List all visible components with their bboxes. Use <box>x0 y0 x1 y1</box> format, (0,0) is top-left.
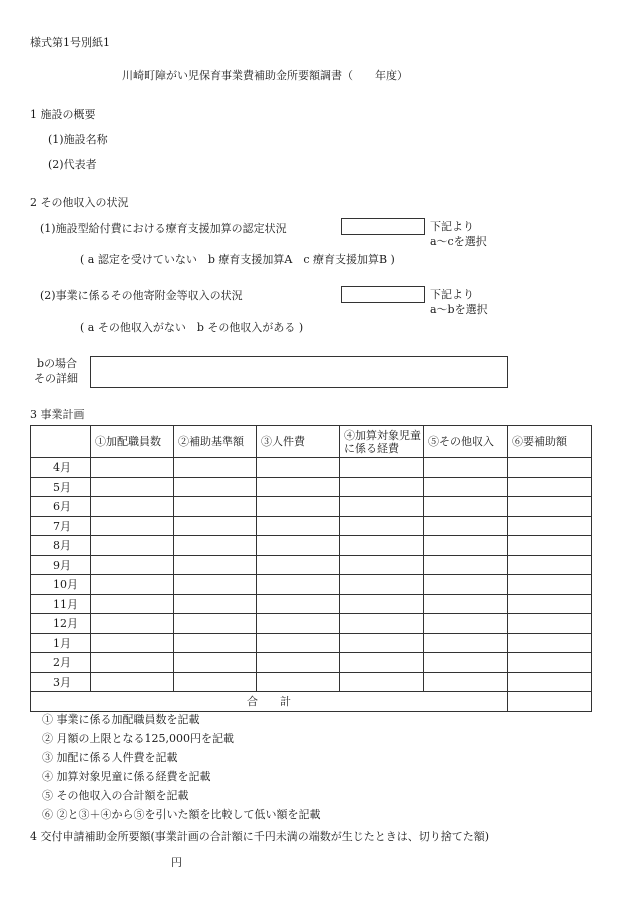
form-number: 様式第1号別紙1 <box>30 36 110 49</box>
other-income-cell[interactable] <box>424 575 508 595</box>
note-3: ③ 加配に係る人件費を記載 <box>42 751 178 764</box>
child-expense-cell[interactable] <box>340 594 424 614</box>
other-income-cell[interactable] <box>424 594 508 614</box>
note-1: ① 事業に係る加配職員数を記載 <box>42 713 200 726</box>
item1-selection-field[interactable] <box>341 218 425 235</box>
table-row <box>31 575 592 595</box>
child-expense-cell[interactable] <box>340 536 424 556</box>
required-subsidy-cell[interactable] <box>508 614 592 634</box>
header-other-income: ⑤その他収入 <box>424 426 508 458</box>
month-label: 10月 <box>31 575 91 595</box>
child-expense-cell[interactable] <box>340 633 424 653</box>
staff-count-cell[interactable] <box>91 477 174 497</box>
staff-count-cell[interactable] <box>91 672 174 692</box>
section3-heading: 3 事業計画 <box>30 408 85 421</box>
required-subsidy-cell[interactable] <box>508 653 592 673</box>
personnel-cost-cell[interactable] <box>257 536 340 556</box>
required-subsidy-cell[interactable] <box>508 536 592 556</box>
month-label: 8月 <box>31 536 91 556</box>
other-income-cell[interactable] <box>424 633 508 653</box>
header-blank <box>31 426 91 458</box>
personnel-cost-cell[interactable] <box>257 672 340 692</box>
section4-heading: 4 交付申請補助金所要額(事業計画の合計額に千円未満の端数が生じたときは、切り捨てた額) <box>30 830 490 843</box>
detail-label-line2: その詳細 <box>34 372 78 385</box>
child-expense-cell[interactable] <box>340 477 424 497</box>
staff-count-cell[interactable] <box>91 653 174 673</box>
table-row <box>31 594 592 614</box>
other-income-cell[interactable] <box>424 477 508 497</box>
staff-count-cell[interactable] <box>91 575 174 595</box>
subsidy-standard-cell[interactable] <box>174 633 257 653</box>
child-expense-cell[interactable] <box>340 497 424 517</box>
month-label: 11月 <box>31 594 91 614</box>
item1-options: ( a 認定を受けていない b 療育支援加算A c 療育支援加算B ) <box>80 253 395 266</box>
subsidy-standard-cell[interactable] <box>174 497 257 517</box>
item1-note-line2: a～cを選択 <box>430 235 487 248</box>
header-personnel-cost: ③人件費 <box>257 426 340 458</box>
item2-label: (2)事業に係るその他寄附金等収入の状況 <box>40 289 243 302</box>
staff-count-cell[interactable] <box>91 536 174 556</box>
required-subsidy-cell[interactable] <box>508 458 592 478</box>
personnel-cost-cell[interactable] <box>257 653 340 673</box>
item2-options: ( a その他収入がない b その他収入がある ) <box>80 321 304 334</box>
child-expense-cell[interactable] <box>340 672 424 692</box>
note-6: ⑥ ②と③＋④から⑤を引いた額を比較して低い額を記載 <box>42 808 321 821</box>
month-label: 4月 <box>31 458 91 478</box>
table-row <box>31 633 592 653</box>
subsidy-standard-cell[interactable] <box>174 536 257 556</box>
required-subsidy-cell[interactable] <box>508 594 592 614</box>
header-staff-count: ①加配職員数 <box>91 426 174 458</box>
item2-note-line2: a～bを選択 <box>430 303 488 316</box>
required-subsidy-cell[interactable] <box>508 575 592 595</box>
child-expense-cell[interactable] <box>340 653 424 673</box>
personnel-cost-cell[interactable] <box>257 575 340 595</box>
staff-count-cell[interactable] <box>91 497 174 517</box>
required-subsidy-cell[interactable] <box>508 516 592 536</box>
personnel-cost-cell[interactable] <box>257 594 340 614</box>
month-label: 1月 <box>31 633 91 653</box>
header-subsidy-standard: ②補助基準額 <box>174 426 257 458</box>
header-required-subsidy: ⑥要補助額 <box>508 426 592 458</box>
other-income-cell[interactable] <box>424 458 508 478</box>
note-4: ④ 加算対象児童に係る経費を記載 <box>42 770 211 783</box>
table-row <box>31 458 592 478</box>
table-row <box>31 555 592 575</box>
other-income-cell[interactable] <box>424 653 508 673</box>
personnel-cost-cell[interactable] <box>257 497 340 517</box>
child-expense-cell[interactable] <box>340 516 424 536</box>
personnel-cost-cell[interactable] <box>257 477 340 497</box>
subsidy-standard-cell[interactable] <box>174 614 257 634</box>
child-expense-cell[interactable] <box>340 575 424 595</box>
month-label: 5月 <box>31 477 91 497</box>
subsidy-standard-cell[interactable] <box>174 516 257 536</box>
table-row <box>31 672 592 692</box>
subsidy-standard-cell[interactable] <box>174 555 257 575</box>
table-header-row <box>31 426 592 458</box>
other-income-cell[interactable] <box>424 555 508 575</box>
personnel-cost-cell[interactable] <box>257 516 340 536</box>
table-row <box>31 653 592 673</box>
month-label: 12月 <box>31 614 91 634</box>
child-expense-cell[interactable] <box>340 555 424 575</box>
item2-selection-field[interactable] <box>341 286 425 303</box>
subsidy-standard-cell[interactable] <box>174 594 257 614</box>
month-label: 9月 <box>31 555 91 575</box>
table-row <box>31 497 592 517</box>
staff-count-cell[interactable] <box>91 555 174 575</box>
section1-heading: 1 施設の概要 <box>30 108 96 121</box>
facility-name-label: (1)施設名称 <box>48 133 108 146</box>
item1-note-line1: 下記より <box>430 220 474 233</box>
subsidy-standard-cell[interactable] <box>174 575 257 595</box>
detail-label-line1: bの場合 <box>37 357 78 370</box>
business-plan-table <box>30 425 592 712</box>
item1-label: (1)施設型給付費における療育支援加算の認定状況 <box>40 222 287 235</box>
other-income-cell[interactable] <box>424 614 508 634</box>
personnel-cost-cell[interactable] <box>257 614 340 634</box>
staff-count-cell[interactable] <box>91 614 174 634</box>
subsidy-standard-cell[interactable] <box>174 458 257 478</box>
other-income-cell[interactable] <box>424 536 508 556</box>
table-row <box>31 614 592 634</box>
staff-count-cell[interactable] <box>91 633 174 653</box>
personnel-cost-cell[interactable] <box>257 633 340 653</box>
month-label: 7月 <box>31 516 91 536</box>
required-subsidy-cell[interactable] <box>508 477 592 497</box>
other-income-cell[interactable] <box>424 672 508 692</box>
note-5: ⑤ その他収入の合計額を記載 <box>42 789 189 802</box>
detail-input-box[interactable] <box>90 356 508 388</box>
required-subsidy-cell[interactable] <box>508 672 592 692</box>
personnel-cost-cell[interactable] <box>257 555 340 575</box>
staff-count-cell[interactable] <box>91 594 174 614</box>
total-row <box>31 692 592 712</box>
personnel-cost-cell[interactable] <box>257 458 340 478</box>
total-label: 合 計 <box>31 692 508 712</box>
representative-label: (2)代表者 <box>48 158 97 171</box>
table-row <box>31 536 592 556</box>
child-expense-cell[interactable] <box>340 458 424 478</box>
header-child-expense: ④加算対象児童に係る経費 <box>340 426 424 458</box>
staff-count-cell[interactable] <box>91 458 174 478</box>
subsidy-standard-cell[interactable] <box>174 477 257 497</box>
required-subsidy-cell[interactable] <box>508 555 592 575</box>
required-subsidy-cell[interactable] <box>508 633 592 653</box>
staff-count-cell[interactable] <box>91 516 174 536</box>
note-2: ② 月額の上限となる125,000円を記載 <box>42 732 234 745</box>
subsidy-standard-cell[interactable] <box>174 672 257 692</box>
section2-heading: 2 その他収入の状況 <box>30 196 129 209</box>
subsidy-standard-cell[interactable] <box>174 653 257 673</box>
item2-note-line1: 下記より <box>430 288 474 301</box>
page-title: 川崎町障がい児保育事業費補助金所要額調書（ 年度） <box>122 69 408 82</box>
month-label: 3月 <box>31 672 91 692</box>
table-row <box>31 477 592 497</box>
other-income-cell[interactable] <box>424 516 508 536</box>
child-expense-cell[interactable] <box>340 614 424 634</box>
yen-unit: 円 <box>171 856 182 869</box>
other-income-cell[interactable] <box>424 497 508 517</box>
required-subsidy-cell[interactable] <box>508 497 592 517</box>
total-value-cell[interactable] <box>508 692 592 712</box>
table-row <box>31 516 592 536</box>
month-label: 6月 <box>31 497 91 517</box>
month-label: 2月 <box>31 653 91 673</box>
